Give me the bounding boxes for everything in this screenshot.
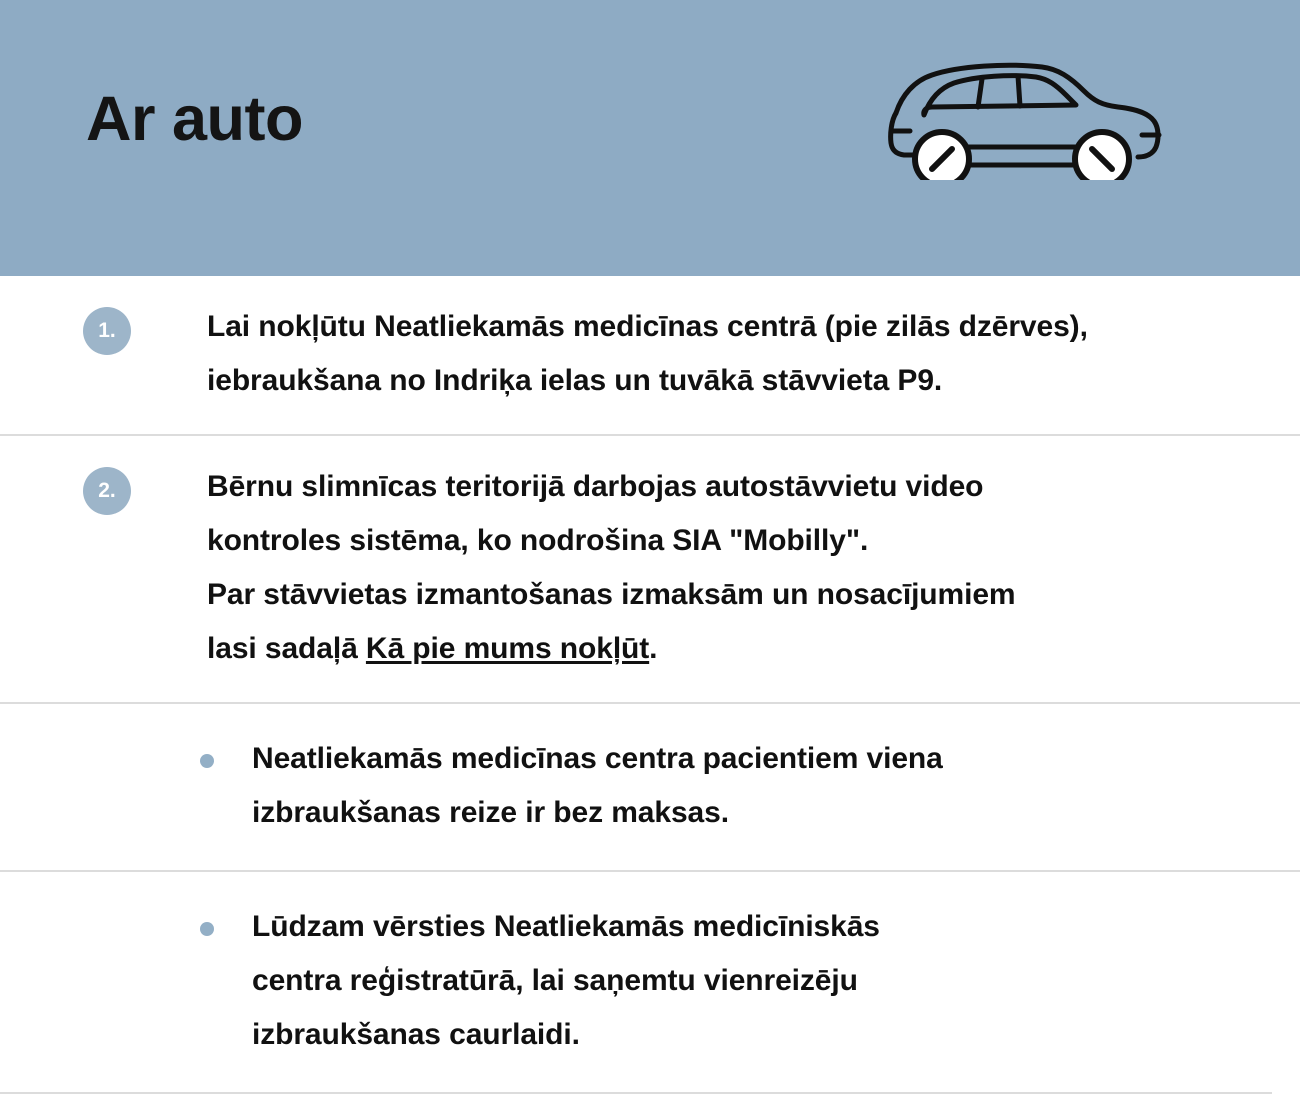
text-line: Lai nokļūtu Neatliekamās medicīnas centrā (pie zilās dzērves), <box>207 310 1088 343</box>
text-line: kontroles sistēma, ko nodrošina SIA "Mobilly". <box>207 524 869 557</box>
list-item-text <box>207 300 1088 408</box>
list-item-text <box>252 732 943 840</box>
text-line: iebraukšana no Indriķa ielas un tuvākā stāvvieta P9. <box>207 364 943 397</box>
bullet-icon <box>200 922 214 936</box>
text-line: Neatliekamās medicīnas centra pacientiem viena <box>252 742 943 775</box>
page-header <box>0 0 1300 276</box>
bullet-icon <box>200 754 214 768</box>
info-list <box>0 276 1300 1094</box>
text-line: izbraukšanas reize ir bez maksas. <box>252 796 729 829</box>
list-item-number-badge: 2. <box>83 467 131 515</box>
text-line: centra reģistratūrā, lai saņemtu vienreizēju <box>252 964 858 997</box>
page-title: Ar auto <box>86 84 303 154</box>
link-prefix-text: lasi sadaļā <box>207 632 366 665</box>
list-item-text <box>252 900 880 1062</box>
list-item <box>0 436 1300 702</box>
link-suffix-text: . <box>649 632 658 665</box>
text-line: izbraukšanas caurlaidi. <box>252 1018 580 1051</box>
list-item <box>0 872 1300 1092</box>
text-line: Par stāvvietas izmantošanas izmaksām un nosacījumiem <box>207 578 1016 611</box>
list-item-text <box>207 460 1016 676</box>
list-item-number-badge: 1. <box>83 307 131 355</box>
kapiemumsnoklut-link[interactable]: Kā pie mums nokļūt <box>365 632 650 665</box>
list-item <box>0 704 1300 870</box>
text-line: Bērnu slimnīcas teritorijā darbojas autostāvvietu video <box>207 470 984 503</box>
list-item <box>0 276 1300 434</box>
text-line: Lūdzam vērsties Neatliekamās medicīniskās <box>252 910 880 943</box>
text-line-with-link <box>207 622 1016 676</box>
car-icon <box>880 55 1170 180</box>
